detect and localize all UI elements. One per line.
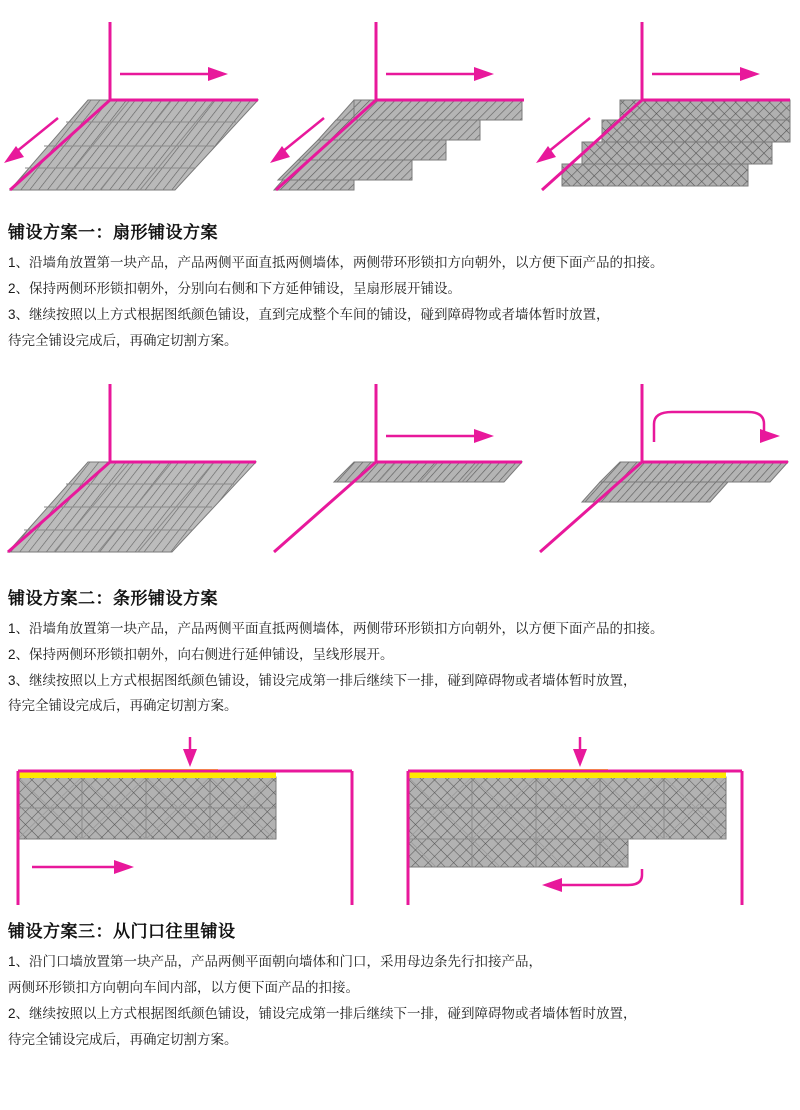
step-text: 2、继续按照以上方式根据图纸颜色铺设，铺设完成第一排后继续下一排，碰到障碍物或者墙体暂时放置， <box>8 1006 637 1022</box>
figure-row-plan-three <box>0 735 800 910</box>
section-plan-three <box>0 735 800 917</box>
step-text: 3、继续按照以上方式根据图纸颜色铺设，直到完成整个车间的铺设，碰到障碍物或者墙体暂时放置， <box>8 306 610 322</box>
strip-layout-step-2 <box>266 372 536 572</box>
step-text: 2、保持两侧环形锁扣朝外，向右侧进行延伸铺设，呈线形展开。 <box>8 646 394 662</box>
section-title-plan-two: 铺设方案二：条形铺设方案 <box>8 588 218 608</box>
step-text: 1、沿门口墙放置第一块产品，产品两侧平面朝向墙体和门口，采用母边条先行扣接产品， <box>8 954 543 970</box>
figure-row-plan-two <box>0 372 800 572</box>
section-plan-one <box>0 0 800 218</box>
step-text-continued: 待完全铺设完成后，再确定切割方案。 <box>8 698 238 714</box>
step-text-continued: 待完全铺设完成后，再确定切割方案。 <box>8 1032 238 1048</box>
door-layout-step-1 <box>0 735 380 910</box>
fan-layout-step-3 <box>532 0 800 210</box>
section-title-plan-one: 铺设方案一：扇形铺设方案 <box>8 223 218 242</box>
step-text: 3、继续按照以上方式根据图纸颜色铺设，铺设完成第一排后继续下一排，碰到障碍物或者墙体暂时放置， <box>8 672 637 688</box>
door-layout-step-2 <box>390 735 770 910</box>
section-title-plan-three: 铺设方案三：从门口往里铺设 <box>8 922 236 942</box>
step-text: 1、沿墙角放置第一块产品，产品两侧平面直抵两侧墙体，两侧带环形锁扣方向朝外，以方便下面产品的扣接。 <box>8 255 664 270</box>
strip-layout-step-3 <box>532 372 800 572</box>
section-plan-two <box>0 372 800 584</box>
strip-layout-step-1 <box>0 372 270 572</box>
step-text-continued: 待完全铺设完成后，再确定切割方案。 <box>8 332 238 348</box>
fan-layout-step-2 <box>266 0 536 210</box>
step-text: 1、沿墙角放置第一块产品，产品两侧平面直抵两侧墙体，两侧带环形锁扣方向朝外，以方便下面产品的扣接。 <box>8 620 664 636</box>
step-text: 2、保持两侧环形锁扣朝外，分别向右侧和下方延伸铺设，呈扇形展开铺设。 <box>8 280 462 296</box>
figure-row-plan-one <box>0 0 800 210</box>
step-text-continued: 两侧环形锁扣方向朝向车间内部，以方便下面产品的扣接。 <box>8 980 359 996</box>
fan-layout-step-1 <box>0 0 270 210</box>
